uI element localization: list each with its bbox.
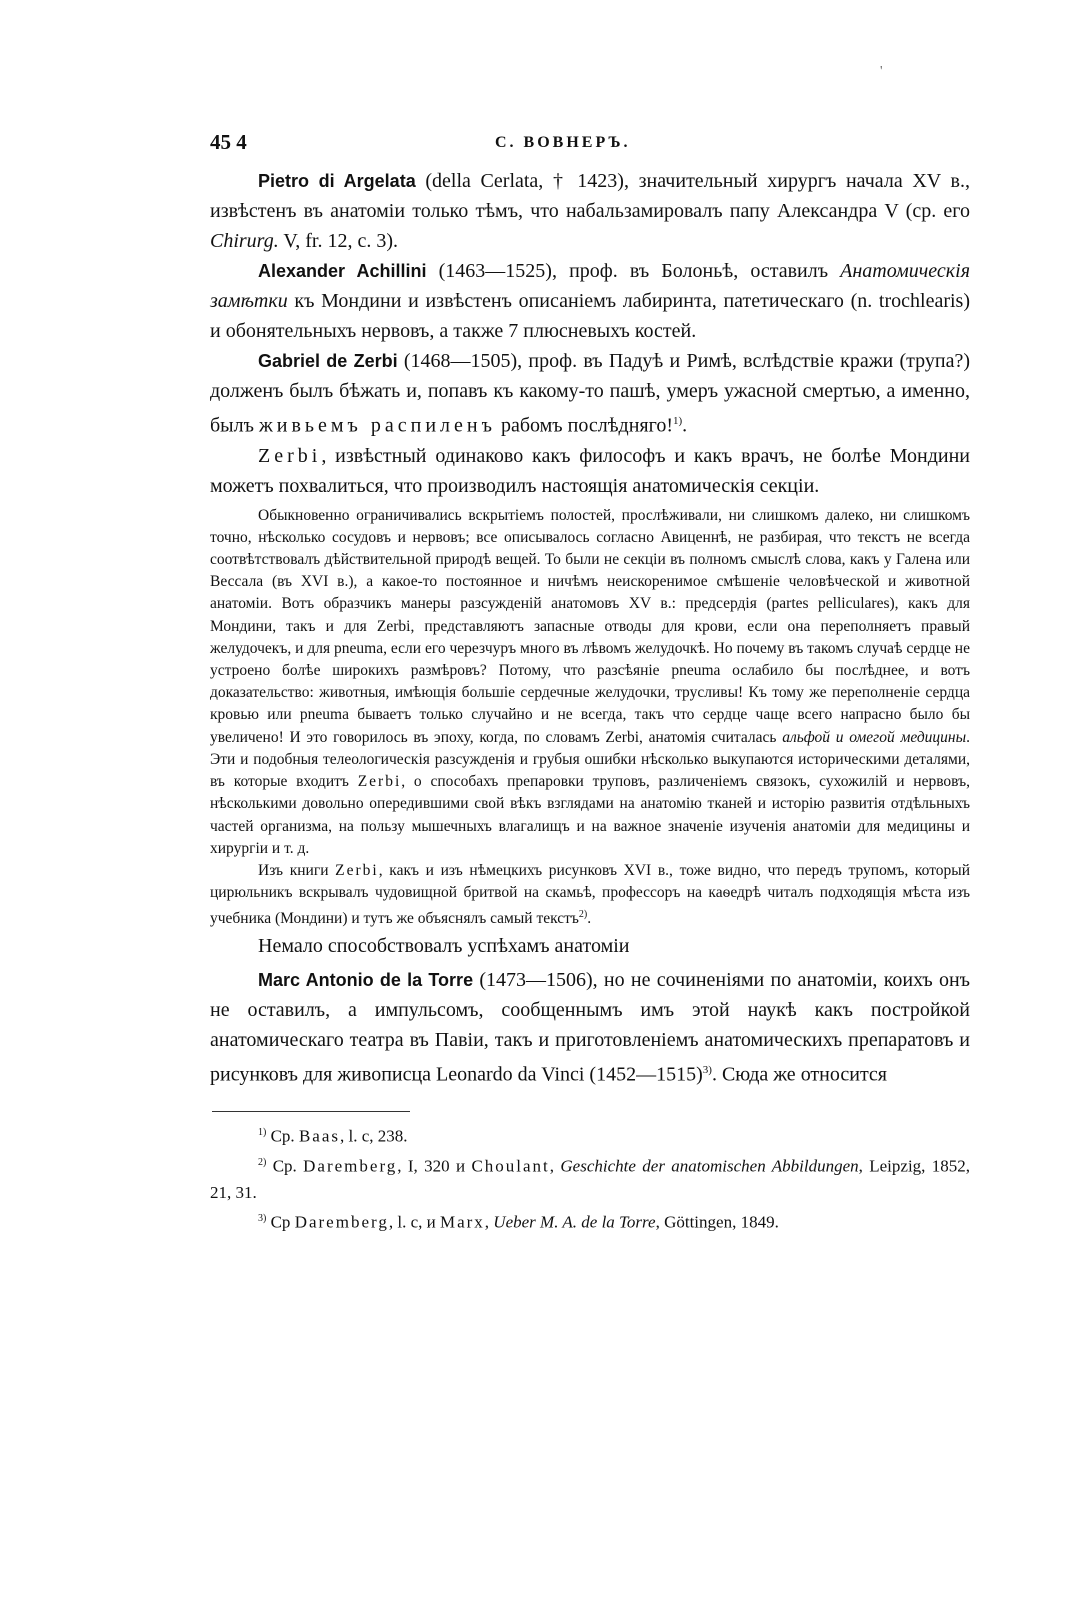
paragraph-text: , извѣстный одинаково какъ философъ и какъ врачъ, не болѣе Мондини можетъ похвалиться, что производилъ настоящія анатомическія секціи.	[210, 444, 970, 497]
paragraph-text: . Сюда же относится	[711, 1063, 888, 1086]
footnote-divider	[212, 1111, 410, 1112]
footnote-text: , I, 320 и	[397, 1156, 472, 1176]
person-name: Alexander Achillini	[258, 261, 427, 281]
emphasis-text: Zerbi	[335, 861, 379, 879]
paragraph-torre	[210, 965, 970, 1090]
paragraph-text: , о способахъ препаровки труповъ, различеніемъ связокъ, сухожилій и нервовъ, нѣсколькими довольно опередившими свой вѣкъ взглядами на анатомію тканей и исторію развитія отдѣльныхъ частей организма, на пользу мышечныхъ влагалищъ и на важное значеніе изученія анатоміи для медицины и хирургіи и т. д.	[210, 773, 970, 857]
footnote-author: Choulant	[471, 1156, 550, 1176]
paragraph-zerbi-sections	[210, 441, 970, 501]
footnote-text: , l. c, и	[388, 1212, 440, 1232]
paragraph-text: (della Cerlata, † 1423), значительный хирургъ начала XV в., извѣстенъ въ анатоміи только тѣмъ, что набальзамировалъ папу Александра V (ср. его	[210, 170, 970, 222]
footnote-text: Ср.	[266, 1126, 299, 1146]
footnote-mark: 3)	[258, 1212, 267, 1224]
paragraph-text: .	[682, 414, 688, 437]
footnote-author: Daremberg	[303, 1156, 398, 1176]
small-paragraph-reasoning	[210, 505, 970, 860]
paragraph-text: Обыкновенно ограничивались вскрытіемъ полостей, прослѣживали, ни слишкомъ далеко, ни слишкомъ точно, нѣсколько сосудовъ и нервовъ; все описывалось согласно Авиценнѣ, не разбирая, что текстъ не всегда соотвѣтствовалъ дѣйствительной природѣ вещей. То были не секціи въ полномъ смыслѣ слова, какъ у Галена или Вессала (въ XVI в.), а какое-то постоянное и ничѣмъ неискоренимое смѣшеніе человѣческой и животной анатоміи. Вотъ образчикъ манеры разсужденій анатомовъ XV в.: предсердія (partes pelliculares), какъ для Мондини, такъ и для Zerbi, представляютъ запасные отводы для крови, если она переполняетъ правый желудочекъ, и для pneuma, если его черезчуръ много въ лѣвомъ желудочкѣ. Но почему въ такомъ случаѣ сердце не устроено болѣе широкихъ размѣровъ? Потому, что разсѣяніе pneuma ослабило бы послѣднее, и вотъ доказательство: животныя, имѣющія большіе сердечные желудочки, трусливы! Къ тому же переполненіе сердца кровью или pneuma бываетъ только случайно и не всегда, такъ что сердце чаще всего напрасно было бы увеличено! И это говорилось въ эпоху, когда, по словамъ Zerbi, анатомія считалась	[210, 506, 970, 746]
footnote-text: ,	[549, 1156, 561, 1176]
footnote-ref[interactable]: 2)	[578, 909, 588, 921]
footnote-ref[interactable]: 3)	[702, 1063, 712, 1076]
paragraph-text: V, fr. 12, c. 3).	[278, 230, 398, 252]
footnote-text: Ср	[266, 1212, 295, 1232]
italic-phrase: альфой и омегой медицины	[782, 728, 967, 746]
page-header	[210, 118, 970, 166]
footnote-title: Ueber M. A. de la Torre	[493, 1212, 656, 1232]
page-content	[210, 118, 970, 1235]
paragraph-text: къ Мондини и извѣстенъ описаніемъ лабиринта, патетическаго (n. trochlearis) и обонятельныхъ нервовъ, а также 7 плюсневыхъ костей.	[210, 290, 970, 342]
italic-title: Анатомическія замѣтки	[210, 260, 970, 312]
paragraph-argelata	[210, 166, 970, 256]
paragraph-text: (1473—1506), но не сочиненіями по анатоміи, коихъ онъ не оставилъ, а импульсомъ, сообщеннымъ имъ этой наукѣ какъ постройкой анатомическаго театра въ Павіи, такъ и приготовленіемъ анатомическихъ препаратовъ и рисунковъ для живописца Leonardo da Vinci (1452—1515)	[210, 968, 970, 1086]
emphasis-text: живьемъ распиленъ	[258, 414, 496, 437]
italic-title: Chirurg.	[210, 230, 279, 252]
footnote-1	[210, 1120, 970, 1150]
person-name: Marc Antonio de la Torre	[258, 969, 474, 990]
paragraph-zerbi	[210, 346, 970, 441]
footnote-text: ,	[484, 1212, 494, 1232]
footnote-text: , l. c, 238.	[339, 1126, 408, 1146]
footnote-ref[interactable]: 1)	[673, 415, 683, 427]
footnote-author: Daremberg	[294, 1212, 389, 1232]
paragraph-text: (1468—1505), проф. въ Падуѣ и Римѣ, вслѣдствіе кражи (трупа?) долженъ былъ бѣжать и, попавъ къ какому-то пашѣ, умеръ ужасной смертью, а именно, былъ	[210, 350, 970, 437]
paragraph-text: рабомъ послѣдняго!	[495, 414, 673, 437]
footnote-mark: 2)	[258, 1156, 267, 1168]
paragraph-achillini	[210, 256, 970, 346]
small-paragraph-books	[210, 860, 970, 931]
page-number: 45 4	[210, 130, 247, 154]
footnote-author: Marx	[439, 1212, 485, 1232]
emphasis-text: Zerbi	[258, 444, 322, 467]
footnote-text: Ср.	[266, 1156, 304, 1176]
footnote-text: , Leipzig, 1852, 21, 31.	[210, 1156, 971, 1202]
paragraph-text: .	[587, 910, 592, 928]
paragraph-text: . Эти и подобныя телеологическія разсужденія и грубыя ошибки нѣсколько выкупаются историческими деталями, въ которые входитъ	[210, 728, 970, 791]
footnote-title: Geschichte der anatomischen Abbildungen	[560, 1156, 859, 1176]
emphasis-text: Zerbi	[357, 773, 402, 791]
paragraph-anatomy-success	[210, 931, 970, 961]
footnote-text: , Göttingen, 1849.	[655, 1212, 779, 1232]
paragraph-text: Изъ книги	[258, 861, 336, 879]
footnote-author: Baas	[298, 1126, 340, 1146]
person-name: Gabriel de Zerbi	[258, 351, 398, 371]
person-name: Pietro di Argelata	[258, 171, 416, 191]
stray-mark: '	[880, 64, 883, 79]
footnote-2	[210, 1150, 970, 1206]
running-head: С. ВОВНЕРЪ.	[495, 134, 631, 151]
paragraph-text: , какъ и изъ нѣмецкихъ рисунковъ XVI в., тоже видно, что передъ трупомъ, который цирюльникъ вскрывалъ чудовищной бритвой на скамьѣ, профессоръ на каѳедрѣ читалъ подходящія мѣста изъ учебника (Мондини) и тутъ же объяснялъ самый текстъ	[210, 861, 970, 928]
paragraph-text: (1463—1525), проф. въ Болоньѣ, оставилъ	[426, 260, 841, 282]
footnote-3	[210, 1206, 970, 1236]
paragraph-text: Немало способствовалъ успѣхамъ анатоміи	[258, 934, 630, 957]
footnote-mark: 1)	[258, 1127, 267, 1139]
